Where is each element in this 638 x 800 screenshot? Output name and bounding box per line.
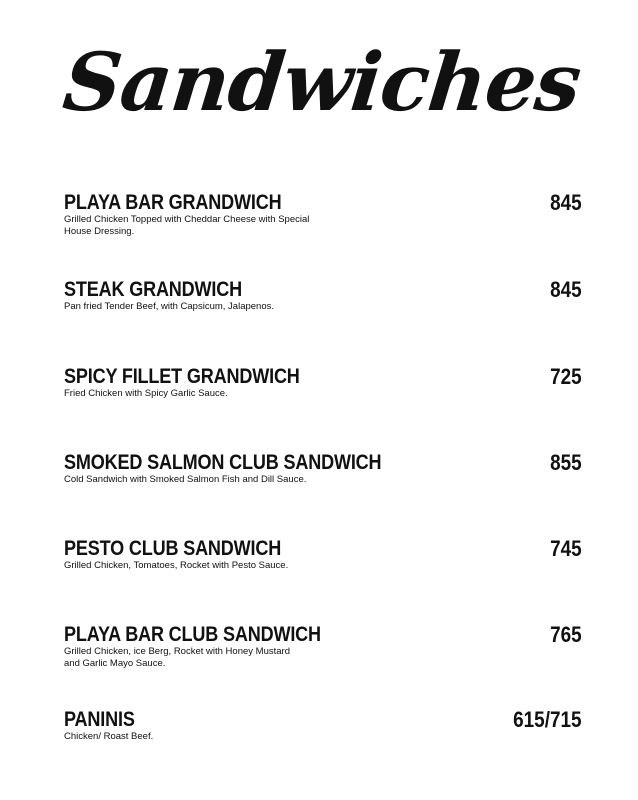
item-price: 725 [550, 364, 582, 389]
menu-item [64, 709, 582, 743]
menu-item [64, 538, 582, 572]
menu-item [64, 366, 582, 400]
menu-item [64, 192, 582, 238]
item-price: 845 [550, 190, 582, 215]
item-price: 765 [550, 622, 582, 647]
item-description: Pan fried Tender Beef, with Capsicum, Jalapenos. [64, 301, 274, 312]
item-price: 855 [550, 450, 582, 475]
item-description: Grilled Chicken Topped with Cheddar Cheese with Special House Dressing. [64, 214, 310, 237]
menu-item [64, 452, 582, 486]
item-name: PANINIS [64, 708, 135, 731]
item-name: SPICY FILLET GRANDWICH [64, 365, 300, 388]
item-name: PLAYA BAR GRANDWICH [64, 191, 282, 214]
item-description: Grilled Chicken, Tomatoes, Rocket with Pesto Sauce. [64, 560, 289, 571]
item-description: Grilled Chicken, ice Berg, Rocket with Honey Mustard and Garlic Mayo Sauce. [64, 646, 290, 669]
item-price: 745 [550, 536, 582, 561]
item-description: Chicken/ Roast Beef. [64, 731, 154, 742]
item-name: SMOKED SALMON CLUB SANDWICH [64, 451, 382, 474]
item-price: 615/715 [513, 707, 582, 732]
item-description: Fried Chicken with Spicy Garlic Sauce. [64, 388, 228, 399]
item-price: 845 [550, 277, 582, 302]
item-name: STEAK GRANDWICH [64, 278, 243, 301]
item-description: Cold Sandwich with Smoked Salmon Fish and Dill Sauce. [64, 474, 307, 485]
menu-title: Sandwiches [59, 35, 585, 129]
item-name: PLAYA BAR CLUB SANDWICH [64, 623, 321, 646]
item-name: PESTO CLUB SANDWICH [64, 537, 282, 560]
menu-item [64, 624, 582, 670]
menu-item [64, 279, 582, 313]
